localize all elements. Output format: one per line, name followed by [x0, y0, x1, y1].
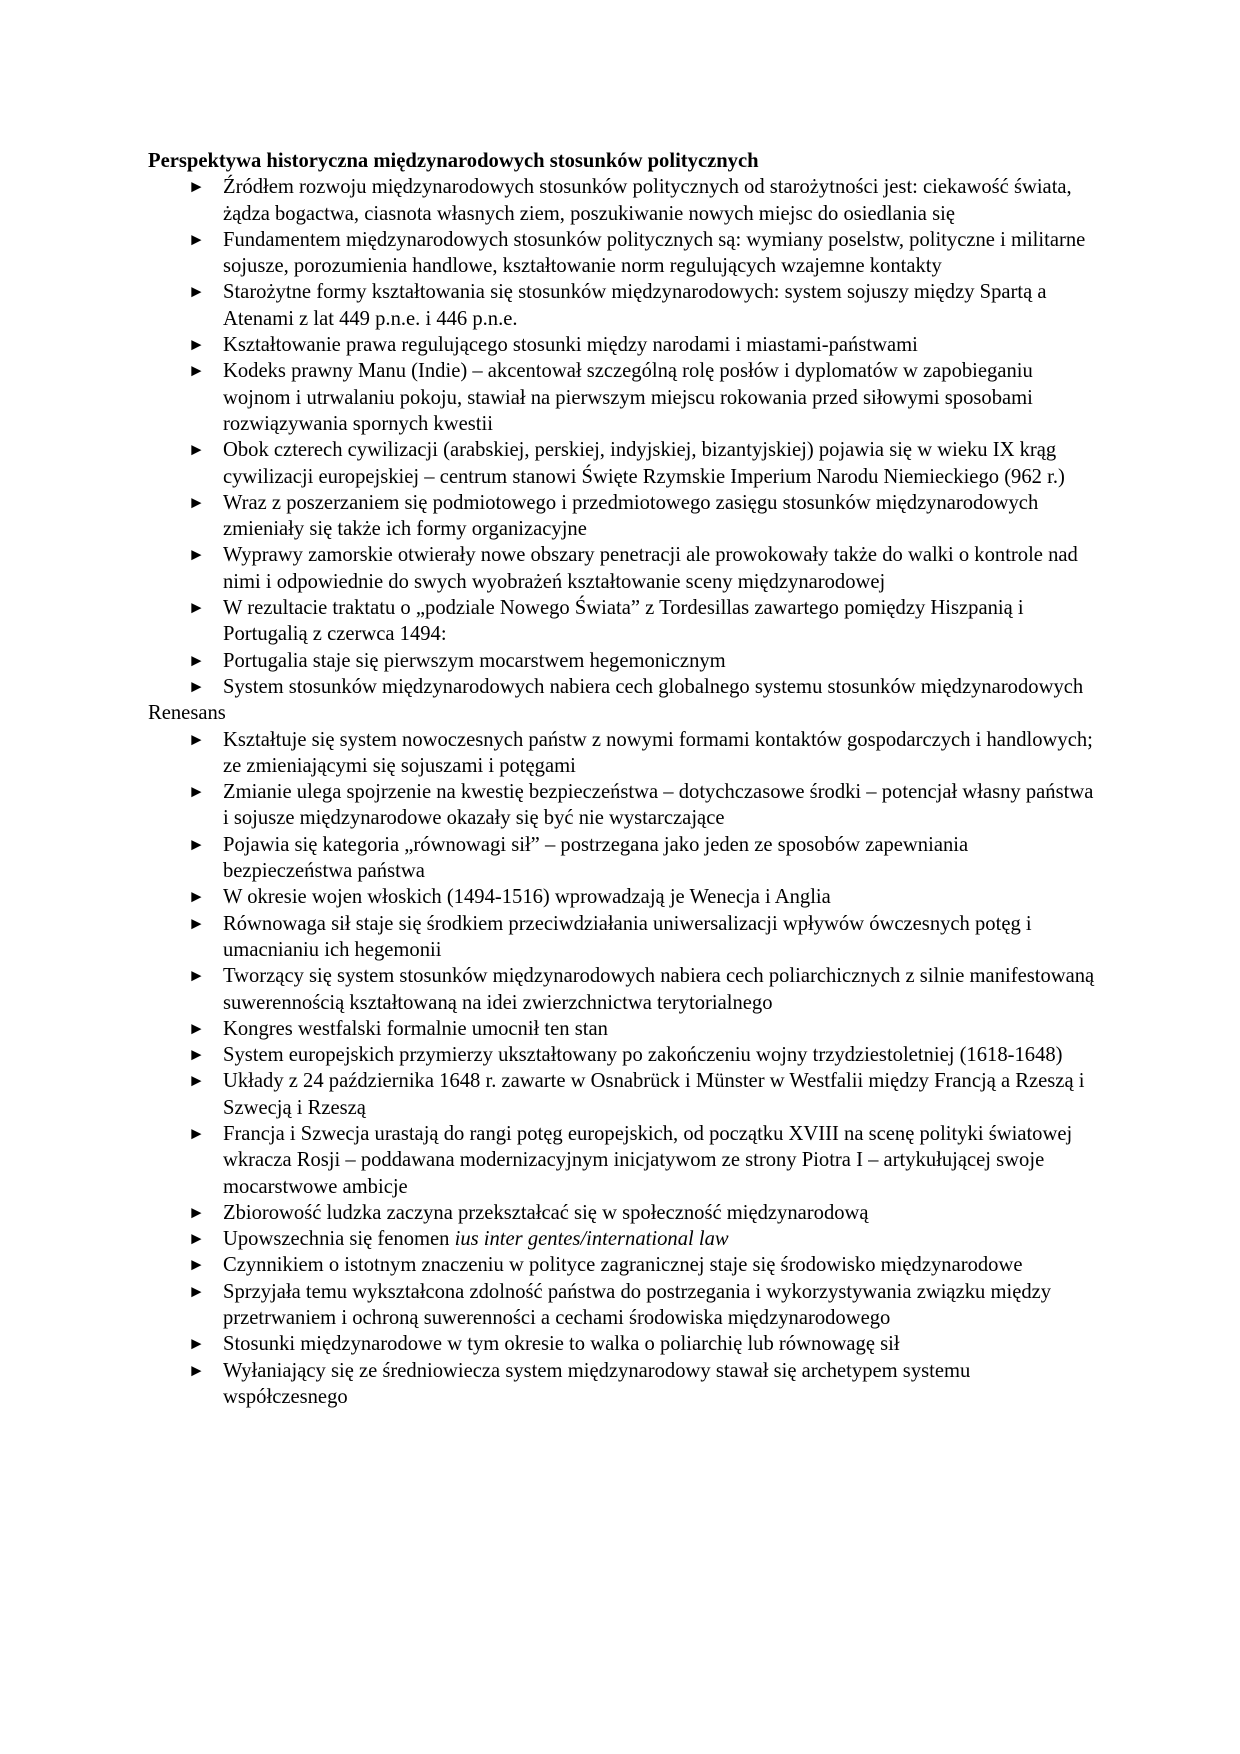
bullet-list-2 — [148, 727, 1098, 1411]
list-item: ► Upowszechnia się fenomen ius inter gentes/international law — [148, 1226, 1098, 1252]
list-item: ► Źródłem rozwoju międzynarodowych stosunków politycznych od starożytności jest: ciekawość świata, żądza bogactwa, ciasnota własnych ziem, poszukiwanie nowych miejsc do osiedlania się — [188, 176, 1072, 225]
bullet-arrow-icon: ► — [188, 229, 205, 249]
list-item: ► Układy z 24 października 1648 r. zawarte w Osnabrück i Münster w Westfalii między Francją a Rzeszą i Szwecją i Rzeszą — [188, 1070, 1085, 1119]
list-item: ► Francja i Szwecja urastają do rangi potęg europejskich, od początku XVIII na scenę polityki światowej wkracza Rosji – poddawana modernizacyjnym inicjatywom ze strony Piotra I – artykułującej swoje mocarstwowe ambicje — [188, 1122, 1073, 1198]
bullet-arrow-icon: ► — [188, 440, 205, 460]
list-item: ► Pojawia się kategoria „równowagi sił” – postrzegana jako jeden ze sposobów zapewniania bezpieczeństwa państwa — [188, 833, 969, 883]
bullet-arrow-icon: ► — [188, 913, 205, 933]
list-item: ► Wraz z poszerzaniem się podmiotowego i przedmiotowego zasięgu stosunków międzynarodowych zmieniały się także ich formy organizacyjne — [188, 491, 1039, 541]
bullet-arrow-icon: ► — [188, 282, 205, 302]
italic-term: ius inter gentes/international law — [454, 1228, 729, 1251]
list-item: ► Stosunki międzynarodowe w tym okresie to walka o poliarchię lub równowagę sił — [148, 1331, 1098, 1357]
document-page — [148, 148, 1098, 1410]
bullet-arrow-icon: ► — [188, 1360, 205, 1380]
list-item: ► Tworzący się system stosunków międzynarodowych nabiera cech poliarchicznych z silnie manifestowaną suwerennością kształtowaną na idei zwierzchnictwa terytorialnego — [188, 965, 1095, 1014]
bullet-arrow-icon: ► — [188, 1229, 205, 1249]
bullet-list-1 — [148, 174, 1098, 700]
bullet-arrow-icon: ► — [188, 1202, 205, 1222]
bullet-arrow-icon: ► — [188, 966, 205, 986]
bullet-arrow-icon: ► — [188, 1071, 205, 1091]
bullet-arrow-icon: ► — [188, 1281, 205, 1301]
bullet-arrow-icon: ► — [188, 834, 205, 854]
list-item: ► Kongres westfalski formalnie umocnił ten stan — [148, 1016, 1098, 1042]
bullet-arrow-icon: ► — [188, 782, 205, 802]
list-item: ► Zmianie ulega spojrzenie na kwestię bezpieczeństwa – dotychczasowe środki – potencjał własny państwa i sojusze międzynarodowe okazały się być nie wystarczające — [188, 781, 1094, 830]
bullet-arrow-icon: ► — [188, 887, 205, 907]
list-item: ► Obok czterech cywilizacji (arabskiej, perskiej, indyjskiej, bizantyjskiej) pojawia się w wieku IX krąg cywilizacji europejskiej – centrum stanowi Święte Rzymskie Imperium Narodu Niemieckiego (962 r.) — [188, 439, 1065, 488]
bullet-arrow-icon: ► — [188, 1255, 205, 1275]
list-item: ► Sprzyjała temu wykształcona zdolność państwa do postrzegania i wykorzystywania związku między przetrwaniem i ochroną suwerenności a cechami środowiska międzynarodowego — [188, 1280, 1052, 1330]
list-item: ► Zbiorowość ludzka zaczyna przekształcać się w społeczność międzynarodową — [148, 1200, 1098, 1226]
bullet-arrow-icon: ► — [188, 1123, 205, 1143]
bullet-arrow-icon: ► — [188, 1334, 205, 1354]
bullet-arrow-icon: ► — [188, 676, 205, 696]
document-title: Perspektywa historyczna międzynarodowych stosunków politycznych — [148, 150, 759, 172]
list-item: ► System europejskich przymierzy ukształtowany po zakończeniu wojny trzydziestoletniej (1618-1648) — [148, 1042, 1098, 1068]
list-item: ► Kształtowanie prawa regulującego stosunki między narodami i miastami-państwami — [148, 332, 1098, 358]
list-item: ► Fundamentem międzynarodowych stosunków politycznych są: wymiany poselstw, polityczne i militarne sojusze, porozumienia handlowe, kształtowanie norm regulujących wzajemne kontakty — [188, 228, 1086, 278]
bullet-arrow-icon: ► — [188, 335, 205, 355]
list-item: ► Wyłaniający się ze średniowiecza system międzynarodowy stawał się archetypem systemu współczesnego — [188, 1359, 971, 1408]
list-item: ► W okresie wojen włoskich (1494-1516) wprowadzają je Wenecja i Anglia — [148, 884, 1098, 910]
list-item: ► System stosunków międzynarodowych nabiera cech globalnego systemu stosunków międzynarodowych — [148, 674, 1098, 700]
bullet-arrow-icon: ► — [188, 361, 205, 381]
list-item: ► Wyprawy zamorskie otwierały nowe obszary penetracji ale prowokowały także do walki o kontrole nad nimi i odpowiednie do swych wyobrażeń kształtowanie sceny międzynarodowej — [188, 544, 1078, 593]
bullet-arrow-icon: ► — [188, 545, 205, 565]
list-item: ► Kodeks prawny Manu (Indie) – akcentował szczególną rolę posłów i dyplomatów w zapobieganiu wojnom i utrwalaniu pokoju, stawiał na pierwszym miejscu rokowania przed siłowymi sposobami rozwiązywania spornych kwestii — [188, 360, 1033, 435]
list-item: ► Czynnikiem o istotnym znaczeniu w polityce zagranicznej staje się środowisko międzynarodowe — [148, 1252, 1098, 1278]
bullet-arrow-icon: ► — [188, 1045, 205, 1065]
bullet-arrow-icon: ► — [188, 177, 205, 197]
list-item: ► Kształtuje się system nowoczesnych państw z nowymi formami kontaktów gospodarczych i handlowych; ze zmieniającymi się sojuszami i potęgami — [188, 728, 1093, 777]
list-item: ► Starożytne formy kształtowania się stosunków międzynarodowych: system sojuszy między Spartą a Atenami z lat 449 p.n.e. i 446 p.n.e. — [188, 281, 1047, 330]
list-item: ► Portugalia staje się pierwszym mocarstwem hegemonicznym — [148, 648, 1098, 674]
list-item: ► W rezultacie traktatu o „podziale Nowego Świata” z Tordesillas zawartego pomiędzy Hiszpanią i Portugalią z czerwca 1494: — [188, 597, 1024, 646]
bullet-arrow-icon: ► — [188, 598, 205, 618]
bullet-arrow-icon: ► — [188, 1018, 205, 1038]
section-label-renesans: Renesans — [148, 702, 226, 725]
bullet-arrow-icon: ► — [188, 492, 205, 512]
bullet-arrow-icon: ► — [188, 729, 205, 749]
list-item: ► Równowaga sił staje się środkiem przeciwdziałania uniwersalizacji wpływów ówczesnych potęg i umacnianiu ich hegemonii — [188, 912, 1032, 961]
bullet-arrow-icon: ► — [188, 650, 205, 670]
